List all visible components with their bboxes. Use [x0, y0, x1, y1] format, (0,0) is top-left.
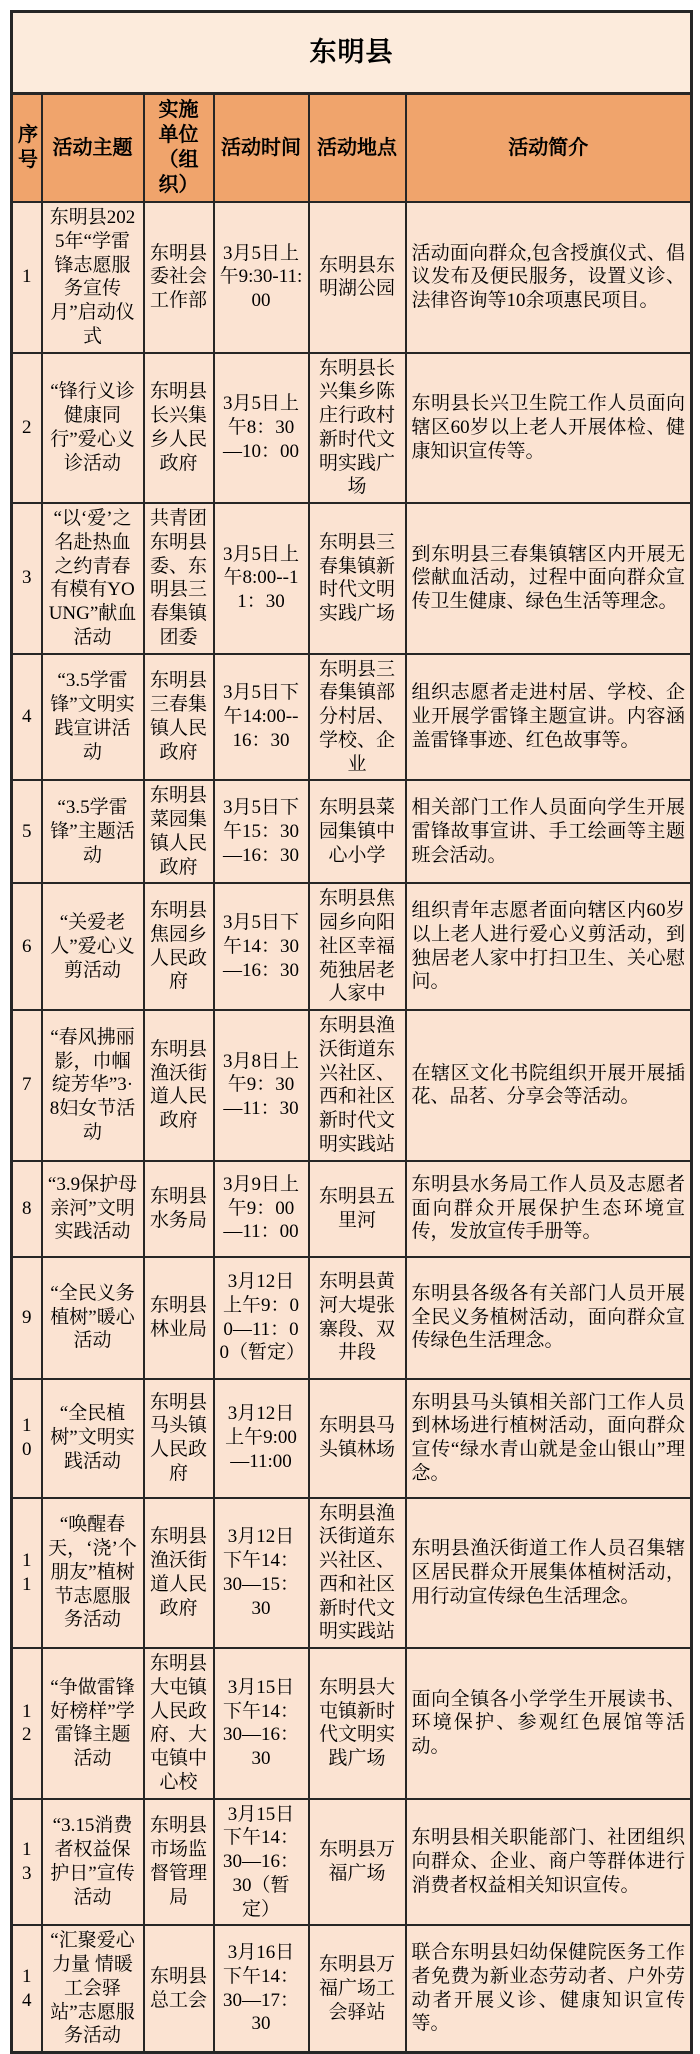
cell-activity-summary: 组织志愿者走进村居、学校、企业开展学雷锋主题宣讲。内容涵盖雷锋事迹、红色故事等。: [406, 654, 692, 781]
table-row: [12, 1648, 692, 1799]
table-row: [12, 202, 692, 353]
col-header-theme: 活动主题: [42, 94, 144, 203]
cell-activity-place: 东明县马头镇林场: [309, 1379, 406, 1498]
cell-activity-time: 3月12日下午14：30—15：30: [214, 1498, 309, 1649]
cell-activity-theme: “3.5学雷锋”文明实践宣讲活动: [42, 654, 144, 781]
title-row: [12, 12, 692, 94]
cell-activity-theme: “争做雷锋好榜样”学雷锋主题活动: [42, 1648, 144, 1799]
table-row: [12, 1161, 692, 1257]
table-row: [12, 1257, 692, 1379]
table-row: [12, 780, 692, 883]
cell-serial-number: 14: [12, 1925, 42, 2052]
cell-serial-number: 1: [12, 202, 42, 353]
cell-activity-summary: 联合东明县妇幼保健院医务工作者免费为新业态劳动者、户外劳动者开展义诊、健康知识宣传等。: [406, 1925, 692, 2052]
cell-activity-theme: “关爱老人”爱心义剪活动: [42, 883, 144, 1010]
cell-activity-time: 3月9日上午9：00—11：00: [214, 1161, 309, 1257]
cell-activity-place: 东明县渔沃街道东兴社区、西和社区新时代文明实践站: [309, 1010, 406, 1161]
cell-activity-theme: “全民植树”文明实践活动: [42, 1379, 144, 1498]
cell-serial-number: 13: [12, 1799, 42, 1926]
cell-activity-theme: “唤醒春天，‘浇’个朋友”植树节志愿服务活动: [42, 1498, 144, 1649]
table-row: [12, 1498, 692, 1649]
cell-activity-summary: 东明县长兴卫生院工作人员面向辖区60岁以上老人开展体检、健康知识宣传等。: [406, 353, 692, 504]
cell-organizer: 东明县水务局: [144, 1161, 214, 1257]
cell-activity-summary: 东明县马头镇相关部门工作人员到林场进行植树活动，面向群众宣传“绿水青山就是金山银山”理念。: [406, 1379, 692, 1498]
cell-activity-time: 3月5日下午14:00--16：30: [214, 654, 309, 781]
cell-activity-time: 3月12日上午9：00—11：00（暂定）: [214, 1257, 309, 1379]
cell-organizer: 东明县大屯镇人民政府、大屯镇中心校: [144, 1648, 214, 1799]
table-row: [12, 1925, 692, 2052]
cell-activity-time: 3月5日上午8：30—10：00: [214, 353, 309, 504]
cell-activity-place: 东明县三春集镇新时代文明实践广场: [309, 503, 406, 654]
cell-organizer: 东明县委社会工作部: [144, 202, 214, 353]
table-row: [12, 1799, 692, 1926]
cell-organizer: 东明县马头镇人民政府: [144, 1379, 214, 1498]
table-row: [12, 654, 692, 781]
cell-activity-time: 3月5日下午15：30—16：30: [214, 780, 309, 883]
col-header-place: 活动地点: [309, 94, 406, 203]
cell-activity-place: 东明县长兴集乡陈庄行政村新时代文明实践广场: [309, 353, 406, 504]
cell-activity-theme: “锋行义诊 健康同行”爱心义诊活动: [42, 353, 144, 504]
cell-activity-place: 东明县菜园集镇中心小学: [309, 780, 406, 883]
cell-activity-time: 3月5日上午8:00--11：30: [214, 503, 309, 654]
cell-activity-summary: 东明县相关职能部门、社团组织向群众、企业、商户等群体进行消费者权益相关知识宣传。: [406, 1799, 692, 1926]
table-row: [12, 353, 692, 504]
cell-organizer: 东明县林业局: [144, 1257, 214, 1379]
cell-activity-summary: 面向全镇各小学学生开展读书、环境保护、参观红色展馆等活动。: [406, 1648, 692, 1799]
cell-organizer: 东明县总工会: [144, 1925, 214, 2052]
table-row: [12, 503, 692, 654]
cell-activity-place: 东明县三春集镇部分村居、学校、企业: [309, 654, 406, 781]
cell-activity-theme: “汇聚爱心力量 情暖工会驿站”志愿服务活动: [42, 1925, 144, 2052]
cell-activity-time: 3月8日上午9：30—11：30: [214, 1010, 309, 1161]
cell-activity-place: 东明县渔沃街道东兴社区、西和社区新时代文明实践站: [309, 1498, 406, 1649]
cell-activity-summary: 活动面向群众,包含授旗仪式、倡议发布及便民服务，设置义诊、法律咨询等10余项惠民项目。: [406, 202, 692, 353]
cell-serial-number: 3: [12, 503, 42, 654]
cell-serial-number: 2: [12, 353, 42, 504]
table-row: [12, 1379, 692, 1498]
cell-serial-number: 8: [12, 1161, 42, 1257]
table-body: [12, 202, 692, 2053]
cell-activity-place: 东明县万福广场: [309, 1799, 406, 1926]
cell-organizer: 东明县市场监督管理局: [144, 1799, 214, 1926]
cell-serial-number: 10: [12, 1379, 42, 1498]
cell-activity-place: 东明县五里河: [309, 1161, 406, 1257]
cell-activity-summary: 东明县水务局工作人员及志愿者面向群众开展保护生态环境宣传，发放宣传手册等。: [406, 1161, 692, 1257]
cell-activity-time: 3月15日下午14：30—16：30: [214, 1648, 309, 1799]
cell-activity-place: 东明县万福广场工会驿站: [309, 1925, 406, 2052]
cell-serial-number: 12: [12, 1648, 42, 1799]
table-row: [12, 883, 692, 1010]
col-header-time: 活动时间: [214, 94, 309, 203]
cell-serial-number: 4: [12, 654, 42, 781]
cell-activity-summary: 在辖区文化书院组织开展开展插花、品茗、分享会等活动。: [406, 1010, 692, 1161]
col-header-serial: 序号: [12, 94, 42, 203]
cell-activity-summary: 组织青年志愿者面向辖区内60岁以上老人进行爱心义剪活动，到独居老人家中打扫卫生、关心慰问。: [406, 883, 692, 1010]
activity-schedule-table: [10, 10, 693, 2054]
col-header-summary: 活动简介: [406, 94, 692, 203]
cell-organizer: 东明县渔沃街道人民政府: [144, 1498, 214, 1649]
cell-organizer: 东明县长兴集乡人民政府: [144, 353, 214, 504]
table-title: 东明县: [12, 12, 692, 94]
cell-activity-theme: “3.9保护母亲河”文明实践活动: [42, 1161, 144, 1257]
cell-activity-theme: “以‘爱’之名赴热血之约青春有模有YOUNG”献血活动: [42, 503, 144, 654]
cell-serial-number: 9: [12, 1257, 42, 1379]
cell-activity-time: 3月12日上午9:00—11:00: [214, 1379, 309, 1498]
cell-organizer: 共青团东明县委、东明县三春集镇团委: [144, 503, 214, 654]
cell-activity-theme: 东明县2025年“学雷锋志愿服务宣传月”启动仪式: [42, 202, 144, 353]
header-row: [12, 94, 692, 203]
cell-activity-summary: 相关部门工作人员面向学生开展雷锋故事宣讲、手工绘画等主题班会活动。: [406, 780, 692, 883]
cell-serial-number: 5: [12, 780, 42, 883]
cell-activity-theme: “3.15消费者权益保护日”宣传活动: [42, 1799, 144, 1926]
cell-activity-theme: “全民义务植树”暖心活动: [42, 1257, 144, 1379]
cell-organizer: 东明县渔沃街道人民政府: [144, 1010, 214, 1161]
cell-activity-time: 3月5日下午14：30—16：30: [214, 883, 309, 1010]
cell-activity-place: 东明县大屯镇新时代文明实践广场: [309, 1648, 406, 1799]
cell-activity-theme: “3.5学雷锋”主题活动: [42, 780, 144, 883]
cell-activity-place: 东明县焦园乡向阳社区幸福苑独居老人家中: [309, 883, 406, 1010]
cell-organizer: 东明县菜园集镇人民政府: [144, 780, 214, 883]
cell-activity-time: 3月15日下午14：30—16：30（暂定）: [214, 1799, 309, 1926]
cell-organizer: 东明县焦园乡人民政府: [144, 883, 214, 1010]
cell-serial-number: 11: [12, 1498, 42, 1649]
cell-activity-summary: 东明县各级各有关部门人员开展全民义务植树活动，面向群众宣传绿色生活理念。: [406, 1257, 692, 1379]
cell-activity-summary: 到东明县三春集镇辖区内开展无偿献血活动，过程中面向群众宣传卫生健康、绿色生活等理念。: [406, 503, 692, 654]
cell-serial-number: 7: [12, 1010, 42, 1161]
cell-activity-time: 3月16日下午14：30—17：30: [214, 1925, 309, 2052]
cell-activity-place: 东明县黄河大堤张寨段、双井段: [309, 1257, 406, 1379]
cell-activity-summary: 东明县渔沃街道工作人员召集辖区居民群众开展集体植树活动，用行动宣传绿色生活理念。: [406, 1498, 692, 1649]
cell-activity-theme: “春风拂丽影，巾帼绽芳华”3·8妇女节活动: [42, 1010, 144, 1161]
cell-serial-number: 6: [12, 883, 42, 1010]
col-header-organizer: 实施单位（组织）: [144, 94, 214, 203]
cell-activity-time: 3月5日上午9:30-11:00: [214, 202, 309, 353]
table-row: [12, 1010, 692, 1161]
cell-organizer: 东明县三春集镇人民政府: [144, 654, 214, 781]
cell-activity-place: 东明县东明湖公园: [309, 202, 406, 353]
